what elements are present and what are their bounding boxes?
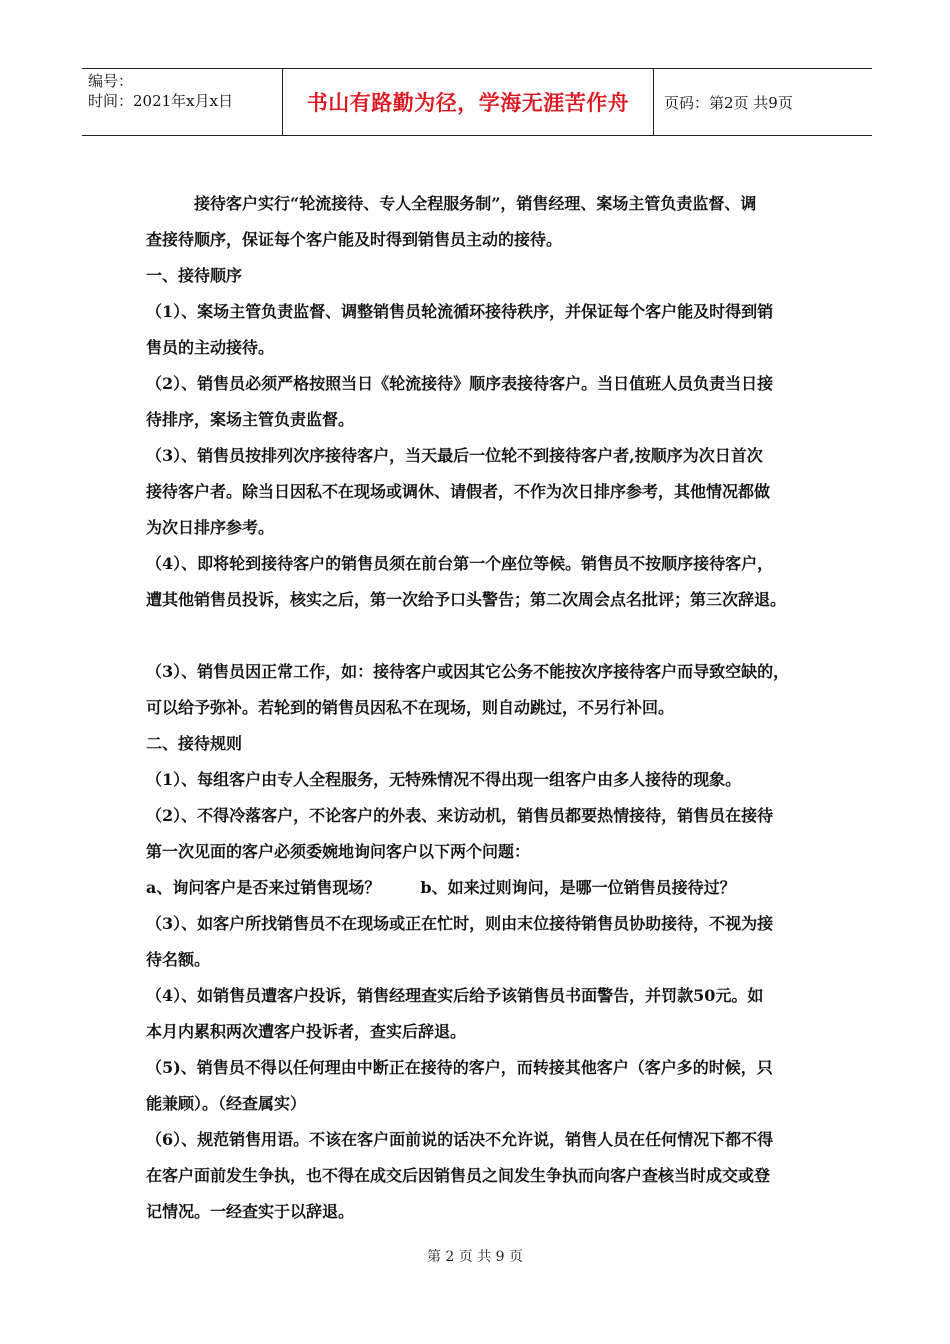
paragraph-line: （4）、即将轮到接待客户的销售员须在前台第一个座位等候。销售员不按顺序接待客户，: [146, 554, 774, 573]
header-page-info: 页码：第2页 共9页: [664, 93, 793, 112]
page-header: [82, 68, 872, 136]
paragraph-line: 待排序，案场主管负责监督。: [146, 410, 355, 429]
paragraph-line: 遭其他销售员投诉，核实之后，第一次给予口头警告；第二次周会点名批评；第三次辞退。: [146, 590, 787, 609]
paragraph-line: 为次日排序参考。: [146, 518, 275, 537]
header-meta: [82, 69, 282, 135]
intro-line: 接待客户实行“轮流接待、专人全程服务制”，销售经理、案场主管负责监督、调: [194, 194, 757, 213]
paragraph-line: 在客户面前发生争执，也不得在成交后因销售员之间发生争执而向客户查核当时成交或登: [146, 1166, 771, 1185]
paragraph-line: 售员的主动接待。: [146, 338, 275, 357]
document-time-label: 时间：2021年x月x日: [88, 92, 234, 110]
intro-line: 查接待顺序，保证每个客户能及时得到销售员主动的接待。: [146, 230, 563, 249]
paragraph-line: 能兼顾）。（经查属实）: [146, 1094, 307, 1113]
section-heading: 一、接待顺序: [146, 266, 243, 285]
paragraph-line: （2）、销售员必须严格按照当日《轮流接待》顺序表接待客户。当日值班人员负责当日接: [146, 374, 774, 393]
document-number-label: 编号：: [88, 72, 134, 90]
document-body: [146, 186, 818, 1230]
section-heading: 二、接待规则: [146, 734, 243, 753]
paragraph-line: （3）、如客户所找销售员不在现场或正在忙时，则由末位接待销售员协助接待，不视为接: [146, 914, 774, 933]
question-b: b、如来过则询问，是哪一位销售员接待过？: [420, 878, 736, 897]
paragraph-line: 待名额。: [146, 950, 211, 969]
paragraph-line: 本月内累积两次遭客户投诉者，查实后辞退。: [146, 1022, 467, 1041]
paragraph-line: （1）、案场主管负责监督、调整销售员轮流循环接待秩序，并保证每个客户能及时得到销: [146, 302, 774, 321]
paragraph-line: 第一次见面的客户必须委婉地询问客户以下两个问题：: [146, 842, 531, 861]
paragraph-line: （1）、每组客户由专人全程服务，无特殊情况不得出现一组客户由多人接待的现象。: [146, 770, 742, 789]
paragraph-line: （3）、销售员按排列次序接待客户，当天最后一位轮不到接待客户者,按顺序为次日首次: [146, 446, 763, 465]
paragraph-line: （2）、不得冷落客户，不论客户的外表、来访动机，销售员都要热情接待，销售员在接待: [146, 806, 774, 825]
paragraph-line: （4）、如销售员遭客户投诉，销售经理查实后给予该销售员书面警告，并罚款50元。如: [146, 986, 764, 1005]
page-footer: 第 2 页 共 9 页: [426, 1249, 524, 1265]
paragraph-line: 接待客户者。除当日因私不在现场或调休、请假者，不作为次日排序参考，其他情况都做: [146, 482, 771, 501]
paragraph-line: （5)、销售员不得以任何理由中断正在接待的客户，而转接其他客户（客户多的时候，只: [146, 1058, 773, 1077]
paragraph-line: 记情况。一经查实于以辞退。: [146, 1202, 355, 1221]
header-motto: 书山有路勤为径，学海无涯苦作舟: [282, 69, 654, 135]
paragraph-line: （6）、规范销售用语。不该在客户面前说的话决不允许说，销售人员在任何情况下都不得: [146, 1130, 774, 1149]
question-a: a、询问客户是否来过销售现场？: [146, 878, 381, 897]
paragraph-line: （3）、销售员因正常工作，如：接待客户或因其它公务不能按次序接待客户而导致空缺的，: [146, 662, 790, 681]
question-line: [146, 870, 818, 906]
paragraph-line: 可以给予弥补。若轮到的销售员因私不在现场，则自动跳过，不另行补回。: [146, 698, 675, 717]
blank-line: [146, 618, 818, 654]
